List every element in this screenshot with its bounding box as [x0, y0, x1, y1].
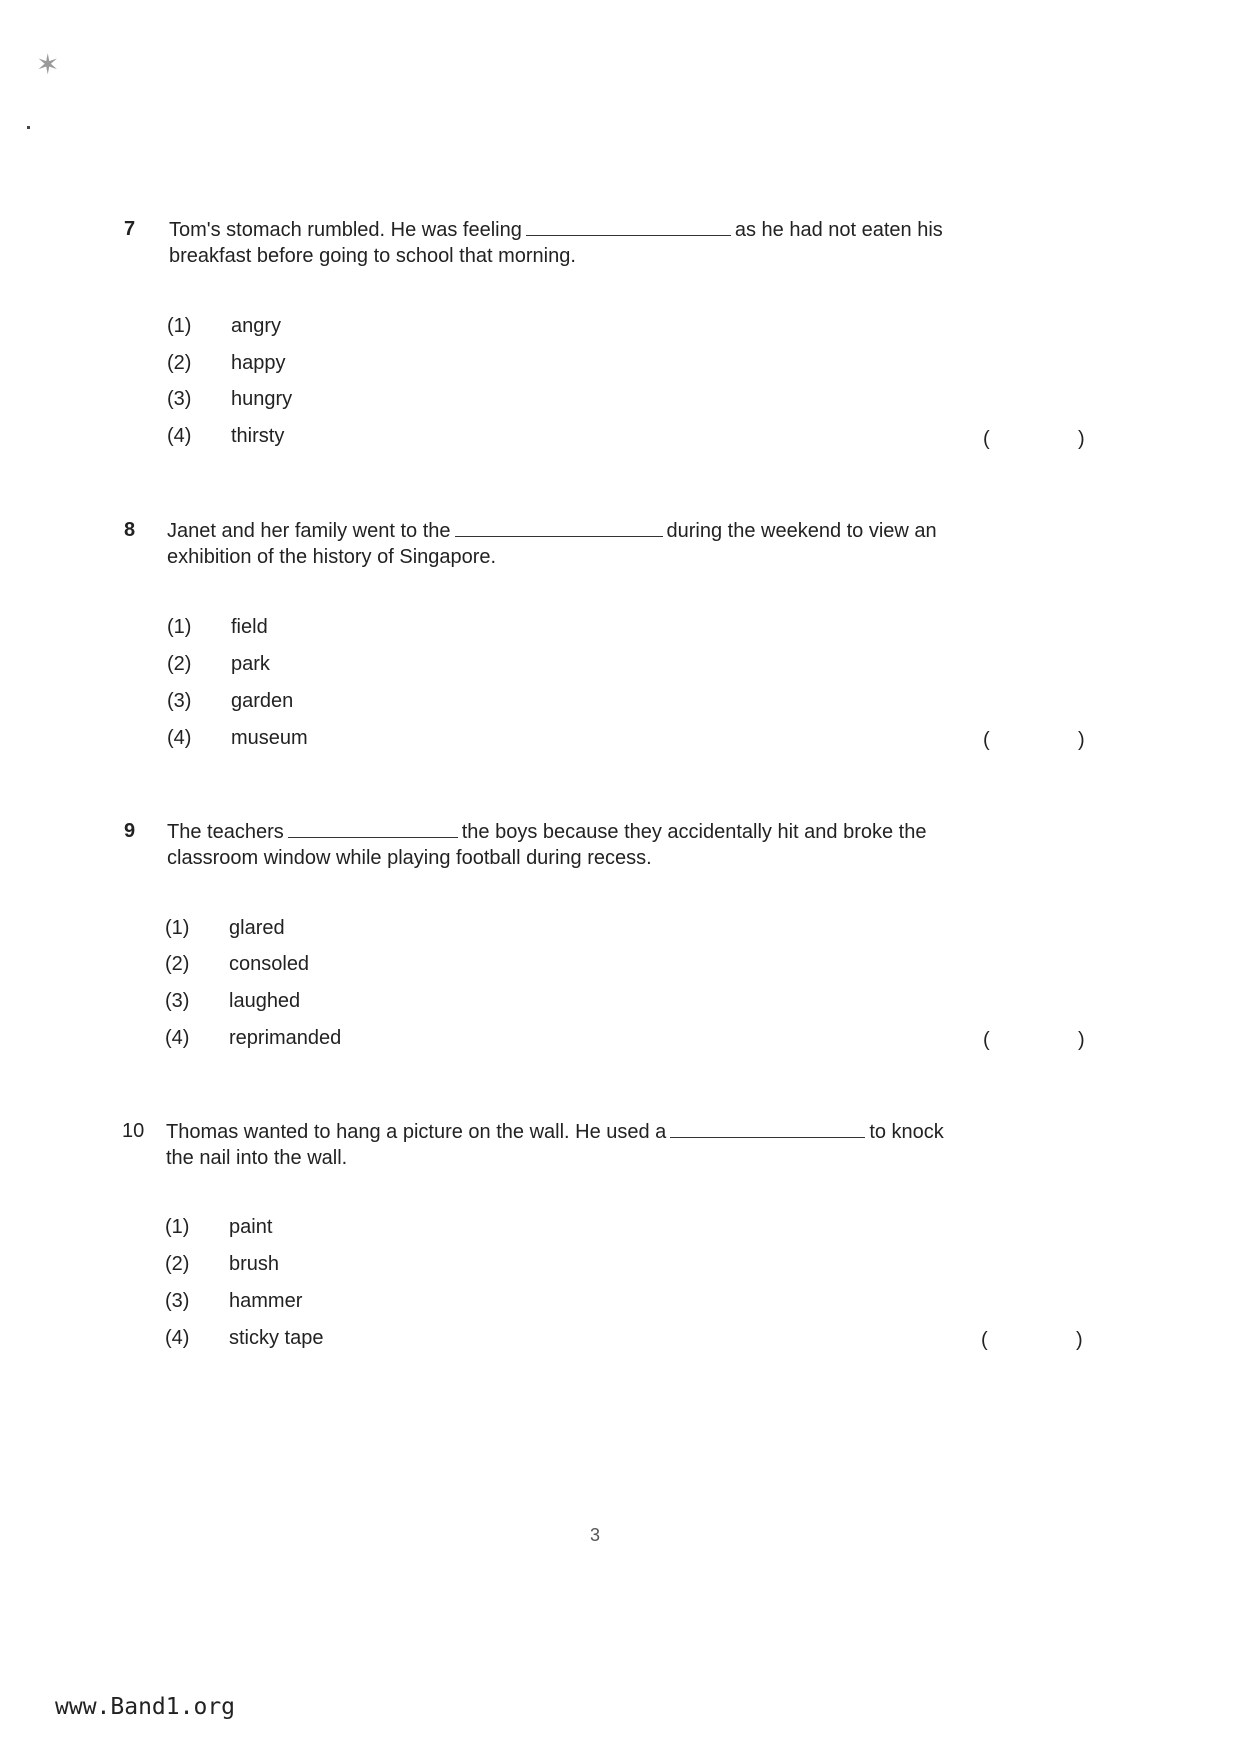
scan-mark: ✶ — [36, 49, 60, 80]
option-number: (2) — [167, 653, 192, 675]
scan-dot — [27, 126, 30, 129]
option-text: hammer — [229, 1290, 303, 1312]
text-after-blank: the boys because they accidentally hit and broke the — [461, 821, 927, 843]
answer-blank — [455, 518, 663, 537]
option-number: (2) — [165, 1253, 190, 1275]
option-text: reprimanded — [229, 1027, 342, 1049]
question-text — [169, 217, 1069, 269]
option-number: (2) — [165, 953, 190, 975]
answer-bracket-close: ) — [1078, 428, 1085, 450]
option-number: (3) — [165, 990, 190, 1012]
text-after-blank: to knock — [869, 1121, 944, 1143]
answer-bracket-close: ) — [1076, 1329, 1083, 1351]
text-line-2: classroom window while playing football during recess. — [167, 847, 652, 869]
answer-bracket-open: ( — [983, 1029, 990, 1051]
answer-bracket-close: ) — [1078, 729, 1085, 751]
answer-blank — [526, 217, 731, 236]
text-after-blank: during the weekend to view an — [666, 520, 937, 542]
footer-url: www.Band1.org — [55, 1694, 236, 1720]
question-text — [166, 1119, 1086, 1171]
option-number: (1) — [167, 616, 192, 638]
answer-bracket-open: ( — [981, 1329, 988, 1351]
option-number: (1) — [165, 917, 190, 939]
text-after-blank: as he had not eaten his — [734, 219, 943, 241]
option-text: brush — [229, 1253, 280, 1275]
text-before-blank: Tom's stomach rumbled. He was feeling — [169, 219, 522, 241]
option-text: happy — [231, 352, 286, 374]
option-text: laughed — [229, 990, 301, 1012]
answer-blank — [670, 1119, 865, 1138]
text-line-2: exhibition of the history of Singapore. — [167, 546, 497, 568]
option-number: (4) — [165, 1027, 190, 1049]
option-number: (1) — [165, 1216, 190, 1238]
text-before-blank: The teachers — [167, 821, 284, 843]
text-before-blank: Janet and her family went to the — [167, 520, 451, 542]
option-number: (3) — [167, 388, 192, 410]
option-text: park — [231, 653, 270, 675]
option-text: garden — [231, 690, 294, 712]
text-line-2: the nail into the wall. — [166, 1147, 348, 1169]
answer-bracket-open: ( — [983, 428, 990, 450]
text-line-2: breakfast before going to school that morning. — [169, 245, 576, 267]
question-number: 7 — [124, 218, 136, 240]
option-number: (4) — [167, 727, 192, 749]
question-number: 8 — [124, 519, 136, 541]
option-text: angry — [231, 315, 282, 337]
option-text: consoled — [229, 953, 310, 975]
option-text: glared — [229, 917, 285, 939]
option-number: (1) — [167, 315, 192, 337]
option-number: (3) — [165, 1290, 190, 1312]
option-text: field — [231, 616, 268, 638]
option-number: (3) — [167, 690, 192, 712]
option-number: (4) — [167, 425, 192, 447]
page-number: 3 — [590, 1525, 601, 1545]
question-text — [167, 518, 1067, 570]
option-text: museum — [231, 727, 308, 749]
option-text: thirsty — [231, 425, 285, 447]
answer-bracket-open: ( — [983, 729, 990, 751]
option-text: sticky tape — [229, 1327, 324, 1349]
answer-bracket-close: ) — [1078, 1029, 1085, 1051]
answer-blank — [288, 819, 458, 838]
option-number: (4) — [165, 1327, 190, 1349]
option-text: paint — [229, 1216, 273, 1238]
text-before-blank: Thomas wanted to hang a picture on the wall. He used a — [166, 1121, 667, 1143]
option-text: hungry — [231, 388, 293, 410]
question-number: 10 — [122, 1120, 145, 1142]
question-text — [167, 819, 1067, 871]
question-number: 9 — [124, 820, 136, 842]
option-number: (2) — [167, 352, 192, 374]
